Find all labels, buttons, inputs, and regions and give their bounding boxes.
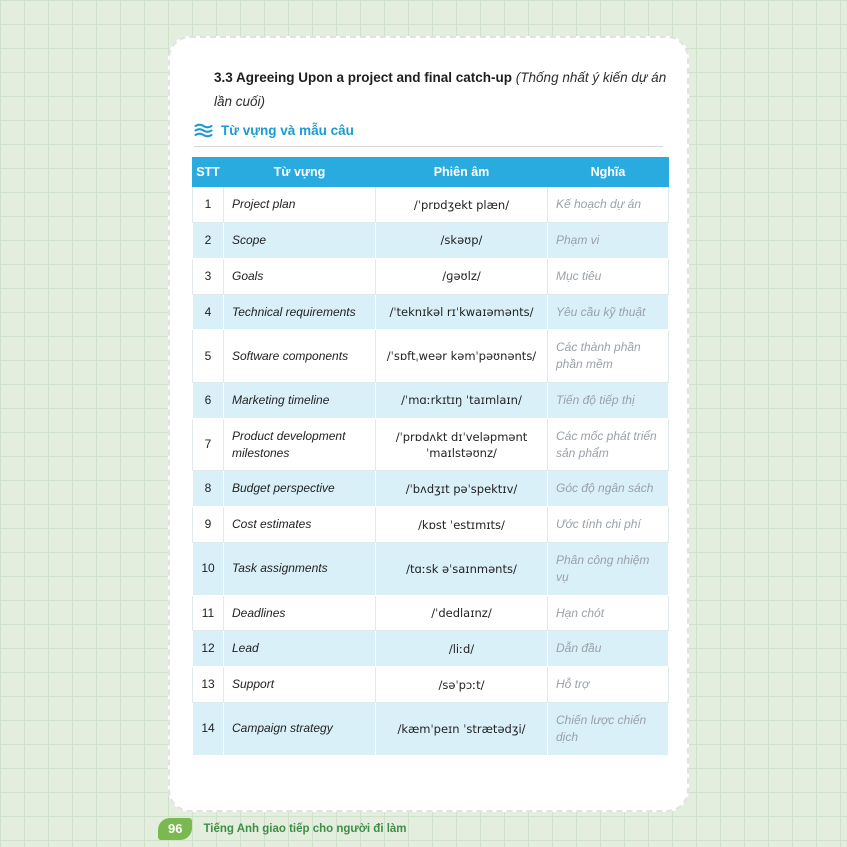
cell-ipa: /ˈdedlaɪnz/ bbox=[376, 595, 548, 631]
table-row bbox=[193, 631, 669, 667]
cell-meaning: Ước tính chi phí bbox=[548, 507, 669, 543]
cell-word: Budget perspective bbox=[224, 471, 376, 507]
cell-stt: 6 bbox=[193, 383, 224, 419]
cell-meaning: Kế hoạch dự án bbox=[548, 187, 669, 223]
cell-meaning: Chiến lược chiến dịch bbox=[548, 703, 669, 756]
cell-ipa: /ˈprɒdʌkt dɪˈveləpmənt ˈmaɪlstəʊnz/ bbox=[376, 418, 548, 471]
cell-meaning: Các thành phần phần mềm bbox=[548, 330, 669, 383]
table-row bbox=[193, 294, 669, 330]
table-row bbox=[193, 507, 669, 543]
cell-stt: 12 bbox=[193, 631, 224, 667]
table-row bbox=[193, 703, 669, 756]
vocab-table-head bbox=[193, 158, 669, 187]
section-title bbox=[214, 66, 672, 113]
cell-meaning: Góc độ ngân sách bbox=[548, 471, 669, 507]
cell-meaning: Yêu cầu kỹ thuật bbox=[548, 294, 669, 330]
cell-stt: 13 bbox=[193, 667, 224, 703]
cell-ipa: /ˈsɒftˌweər kəmˈpəʊnənts/ bbox=[376, 330, 548, 383]
cell-word: Lead bbox=[224, 631, 376, 667]
table-row bbox=[193, 543, 669, 596]
table-row bbox=[193, 258, 669, 294]
cell-stt: 7 bbox=[193, 418, 224, 471]
table-row bbox=[193, 471, 669, 507]
cell-ipa: /ˈprɒdʒekt plæn/ bbox=[376, 187, 548, 223]
cell-stt: 14 bbox=[193, 703, 224, 756]
table-row bbox=[193, 330, 669, 383]
cell-meaning: Dẫn đầu bbox=[548, 631, 669, 667]
column-header: Phiên âm bbox=[376, 158, 548, 187]
table-row bbox=[193, 418, 669, 471]
vocab-table-body bbox=[193, 187, 669, 755]
cell-ipa: /tɑːsk əˈsaɪnmənts/ bbox=[376, 543, 548, 596]
cell-stt: 8 bbox=[193, 471, 224, 507]
table-row bbox=[193, 595, 669, 631]
vocab-section-header bbox=[194, 123, 663, 147]
cell-ipa: /kɒst ˈestɪmɪts/ bbox=[376, 507, 548, 543]
cell-stt: 3 bbox=[193, 258, 224, 294]
cell-meaning: Các mốc phát triển sản phẩm bbox=[548, 418, 669, 471]
page-number-badge: 96 bbox=[158, 818, 192, 840]
cell-word: Deadlines bbox=[224, 595, 376, 631]
table-row bbox=[193, 667, 669, 703]
cell-ipa: /skəʊp/ bbox=[376, 223, 548, 259]
column-header: Nghĩa bbox=[548, 158, 669, 187]
vocab-section-header-label: Từ vựng và mẫu câu bbox=[221, 123, 354, 139]
cell-stt: 4 bbox=[193, 294, 224, 330]
cell-stt: 2 bbox=[193, 223, 224, 259]
cell-meaning: Hạn chót bbox=[548, 595, 669, 631]
page-footer bbox=[158, 818, 407, 840]
cell-word: Project plan bbox=[224, 187, 376, 223]
stacked-waves-icon bbox=[194, 123, 213, 138]
cell-ipa: /ˈteknɪkəl rɪˈkwaɪəmənts/ bbox=[376, 294, 548, 330]
cell-word: Product development milestones bbox=[224, 418, 376, 471]
cell-word: Task assignments bbox=[224, 543, 376, 596]
table-row bbox=[193, 383, 669, 419]
cell-ipa: /liːd/ bbox=[376, 631, 548, 667]
book-page-card bbox=[168, 36, 689, 812]
cell-meaning: Phân công nhiệm vụ bbox=[548, 543, 669, 596]
cell-ipa: /ˈmɑːrkɪtɪŋ ˈtaɪmlaɪn/ bbox=[376, 383, 548, 419]
cell-ipa: /ˈbʌdʒɪt pəˈspektɪv/ bbox=[376, 471, 548, 507]
column-header: STT bbox=[193, 158, 224, 187]
table-row bbox=[193, 187, 669, 223]
cell-word: Goals bbox=[224, 258, 376, 294]
cell-word: Technical requirements bbox=[224, 294, 376, 330]
vocab-header-row bbox=[193, 158, 669, 187]
cell-word: Marketing timeline bbox=[224, 383, 376, 419]
column-header: Từ vựng bbox=[224, 158, 376, 187]
cell-ipa: /ɡəʊlz/ bbox=[376, 258, 548, 294]
cell-word: Scope bbox=[224, 223, 376, 259]
cell-meaning: Phạm vi bbox=[548, 223, 669, 259]
cell-meaning: Mục tiêu bbox=[548, 258, 669, 294]
cell-meaning: Tiến độ tiếp thị bbox=[548, 383, 669, 419]
cell-word: Cost estimates bbox=[224, 507, 376, 543]
table-row bbox=[193, 223, 669, 259]
vocabulary-table bbox=[192, 157, 669, 755]
cell-stt: 11 bbox=[193, 595, 224, 631]
cell-stt: 10 bbox=[193, 543, 224, 596]
cell-ipa: /səˈpɔːt/ bbox=[376, 667, 548, 703]
section-title-english: 3.3 Agreeing Upon a project and final catch-up bbox=[214, 70, 513, 85]
cell-word: Support bbox=[224, 667, 376, 703]
section-title-vietnamese: (Thống nhất ý kiến dự án lần cuối) bbox=[214, 70, 667, 109]
cell-stt: 5 bbox=[193, 330, 224, 383]
cell-word: Campaign strategy bbox=[224, 703, 376, 756]
footer-book-title: Tiếng Anh giao tiếp cho người đi làm bbox=[203, 823, 407, 835]
cell-ipa: /kæmˈpeɪn ˈstrætədʒi/ bbox=[376, 703, 548, 756]
cell-stt: 9 bbox=[193, 507, 224, 543]
cell-stt: 1 bbox=[193, 187, 224, 223]
cell-meaning: Hỗ trợ bbox=[548, 667, 669, 703]
cell-word: Software components bbox=[224, 330, 376, 383]
